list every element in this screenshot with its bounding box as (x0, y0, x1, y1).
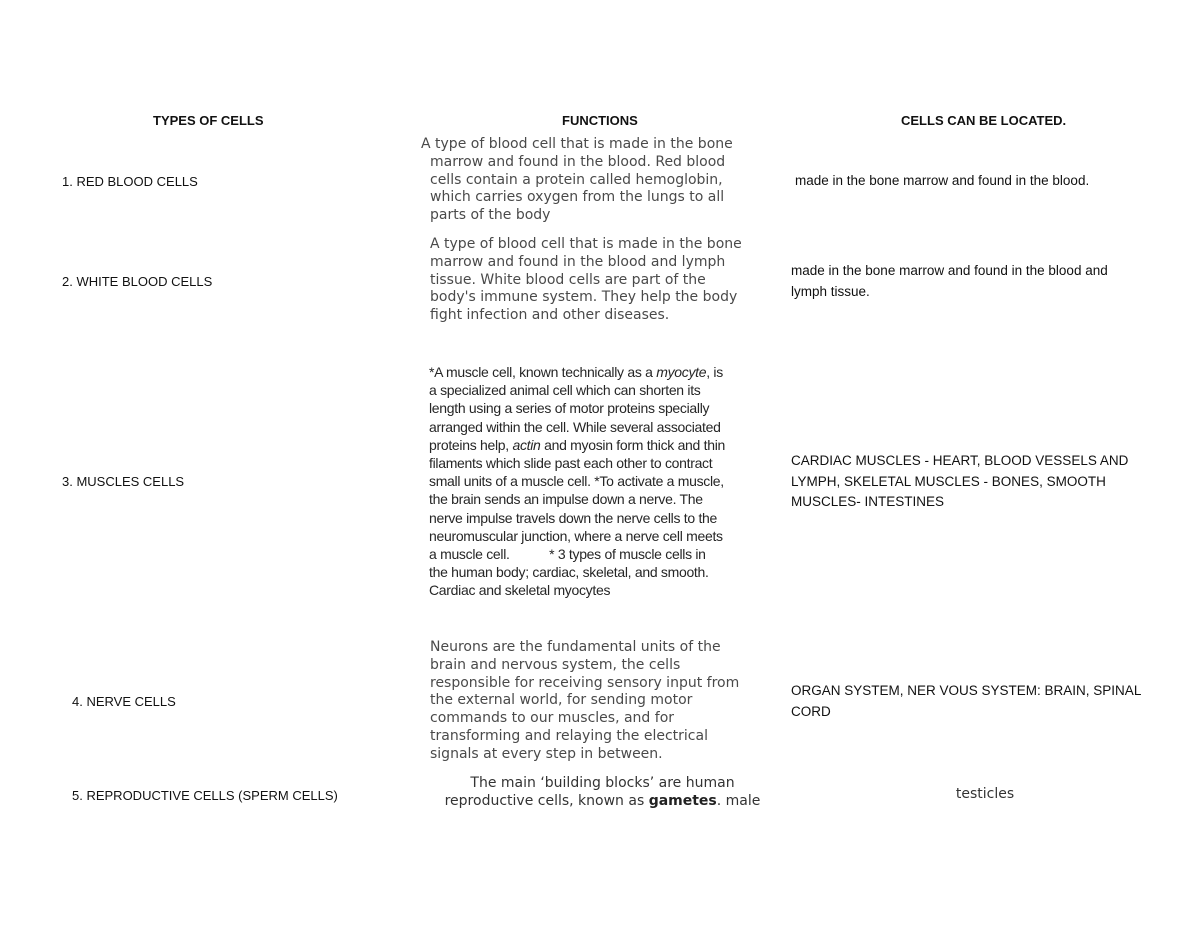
function-italic-term: myocyte (656, 364, 707, 380)
function-line: responsible for receiving sensory input from (430, 674, 740, 691)
cell-type-reproductive: 5. REPRODUCTIVE CELLS (SPERM CELLS) (72, 788, 338, 803)
function-line: brain and nervous system, the cells (430, 656, 681, 673)
function-line: filaments which slide past each other to contract (429, 455, 713, 472)
function-text: . male (716, 792, 761, 809)
cell-location-reproductive (900, 784, 1070, 805)
function-line: The main ‘building blocks’ are human (470, 775, 735, 791)
cell-type-nerve: 4. NERVE CELLS (72, 694, 176, 709)
function-line: transforming and relaying the electrical (430, 727, 708, 744)
function-line: tissue. White blood cells are part of the (430, 271, 706, 288)
function-text: and myosin form thick and thin (540, 436, 725, 453)
location-line: made in the bone marrow and found in the blood and (791, 263, 1108, 278)
cell-location-nerve (791, 681, 1141, 722)
cell-type-muscles: 3. MUSCLES CELLS (62, 474, 185, 489)
location-line: ORGAN SYSTEM, NER VOUS SYSTEM: BRAIN, SPINAL (791, 683, 1142, 698)
function-line: commands to our muscles, and for (430, 710, 675, 727)
function-line: length using a series of motor proteins specially (429, 400, 710, 417)
cell-type-red-blood: 1. RED BLOOD CELLS (62, 174, 198, 189)
location-line: CARDIAC MUSCLES - HEART, BLOOD VESSELS AND (791, 453, 1129, 468)
function-line (430, 793, 775, 811)
function-line: nerve impulse travels down the nerve cells to the (429, 509, 718, 526)
column-header-located: CELLS CAN BE LOCATED. (901, 113, 1067, 128)
function-line (429, 436, 725, 454)
function-line: which carries oxygen from the lungs to all (430, 189, 725, 206)
function-line: A type of blood cell that is made in the bone (430, 236, 742, 252)
function-line: parts of the body (430, 207, 551, 224)
function-line: neuromuscular junction, where a nerve cell meets (429, 527, 723, 544)
column-header-types: TYPES OF CELLS (153, 113, 264, 128)
location-line: CORD (791, 703, 831, 719)
function-line: signals at every step in between. (430, 745, 663, 762)
cell-type-white-blood: 2. WHITE BLOOD CELLS (62, 274, 213, 289)
function-line: marrow and found in the blood and lymph (430, 253, 726, 270)
cell-location-muscles (791, 451, 1128, 513)
function-line: body's immune system. They help the body (430, 289, 738, 306)
function-line: arranged within the cell. While several associated (429, 418, 721, 435)
function-line: marrow and found in the blood. Red blood (430, 153, 726, 170)
function-line: the brain sends an impulse down a nerve. The (429, 491, 703, 508)
column-header-functions: FUNCTIONS (562, 113, 638, 128)
cell-location-red-blood (795, 171, 1089, 192)
cell-function-reproductive (430, 775, 775, 811)
function-line: the human body; cardiac, skeletal, and smooth. (429, 564, 709, 581)
function-text: reproductive cells, known as (444, 792, 649, 809)
cell-function-nerve (430, 639, 739, 764)
cell-function-red-blood (421, 136, 733, 225)
function-line: fight infection and other diseases. (430, 307, 670, 324)
function-text: , is (706, 364, 723, 380)
function-line: a muscle cell. * 3 types of muscle cells in (429, 546, 706, 563)
function-line (429, 363, 725, 381)
function-bold-term: gametes (648, 792, 717, 809)
location-line: LYMPH, SKELETAL MUSCLES - BONES, SMOOTH (791, 473, 1106, 489)
function-italic-term: actin (512, 436, 541, 453)
function-line: a specialized animal cell which can shorten its (429, 382, 701, 399)
cell-function-muscles (429, 363, 725, 600)
location-line: testicles (955, 786, 1015, 802)
function-text: *A muscle cell, known technically as a (429, 364, 657, 380)
function-line: cells contain a protein called hemoglobin, (430, 171, 723, 188)
function-line: Neurons are the fundamental units of the (430, 639, 721, 655)
location-line: lymph tissue. (791, 283, 870, 299)
function-line: small units of a muscle cell. *To activate a muscle, (429, 473, 724, 490)
cell-location-white-blood (791, 261, 1108, 302)
function-line: A type of blood cell that is made in the bone (421, 136, 733, 152)
location-line: made in the bone marrow and found in the blood. (795, 173, 1090, 188)
function-line: the external world, for sending motor (430, 692, 693, 709)
cell-function-white-blood (430, 236, 742, 325)
function-line: Cardiac and skeletal myocytes (429, 582, 611, 599)
function-text: proteins help, (429, 436, 513, 453)
location-line: MUSCLES- INTESTINES (791, 494, 945, 509)
